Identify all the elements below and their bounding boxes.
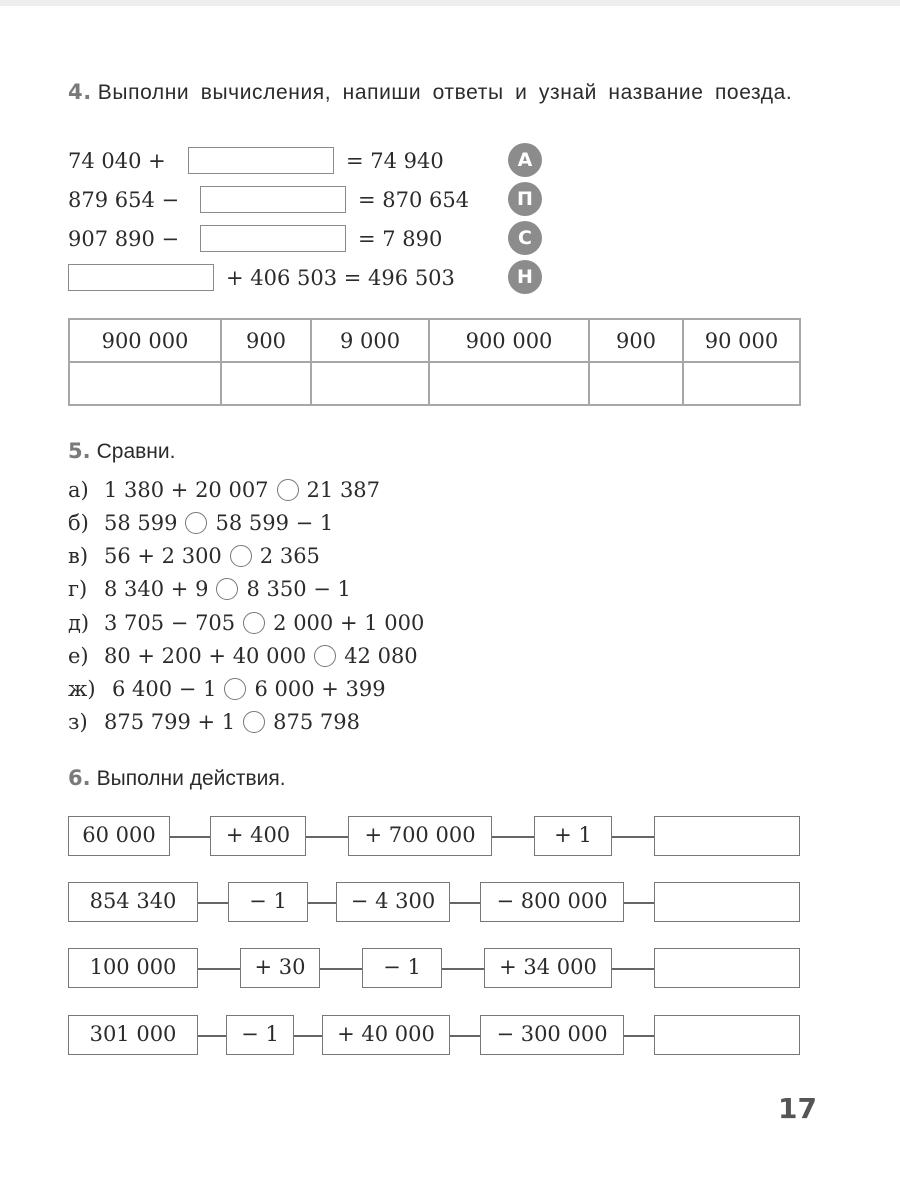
- equation-right: = 870 654: [358, 188, 470, 212]
- operation-box: − 1: [228, 882, 308, 922]
- compare-right: 21 387: [306, 478, 381, 502]
- compare-item: [68, 608, 424, 638]
- equation-right: = 7 890: [358, 227, 443, 251]
- letter-badge-p: П: [508, 182, 542, 216]
- compare-right: 875 798: [273, 710, 360, 734]
- equation-left: 907 890 −: [68, 227, 180, 251]
- connector: [442, 968, 484, 970]
- letter-badge-n: Н: [508, 260, 542, 294]
- item-label: в): [68, 544, 89, 568]
- compare-circle[interactable]: [216, 578, 238, 600]
- answer-table-letters-row: [69, 362, 800, 405]
- compare-left: 875 799 + 1: [104, 710, 236, 734]
- connector: [450, 1035, 480, 1037]
- start-value-box: 301 000: [68, 1015, 198, 1055]
- task-5-title: [68, 438, 175, 465]
- compare-item: [68, 508, 333, 538]
- connector: [492, 836, 534, 838]
- compare-circle[interactable]: [243, 612, 265, 634]
- operation-box: + 30: [240, 948, 320, 988]
- compare-left: 8 340 + 9: [104, 577, 209, 601]
- compare-circle[interactable]: [243, 711, 265, 733]
- compare-item: [68, 641, 418, 671]
- operation-chain-3: [0, 948, 900, 988]
- connector: [612, 968, 654, 970]
- operation-box: + 40 000: [322, 1015, 450, 1055]
- item-label: з): [68, 710, 88, 734]
- equation-left: 879 654 −: [68, 188, 180, 212]
- connector: [198, 968, 240, 970]
- table-cell: 900: [221, 319, 311, 362]
- operation-chain-4: [0, 1015, 900, 1055]
- connector: [450, 902, 480, 904]
- connector: [320, 968, 362, 970]
- operation-box: − 300 000: [480, 1015, 624, 1055]
- connector: [612, 836, 654, 838]
- letter-cell[interactable]: [311, 362, 429, 405]
- compare-item: [68, 475, 380, 505]
- operation-box: − 1: [226, 1015, 294, 1055]
- result-box[interactable]: [654, 816, 800, 856]
- result-box[interactable]: [654, 948, 800, 988]
- compare-left: 58 599: [104, 511, 178, 535]
- item-label: ж): [68, 677, 96, 701]
- item-label: б): [68, 511, 89, 535]
- operation-box: + 1: [534, 816, 612, 856]
- answer-box[interactable]: [68, 264, 214, 291]
- letter-cell[interactable]: [69, 362, 221, 405]
- item-label: г): [68, 577, 88, 601]
- operation-box: + 700 000: [348, 816, 492, 856]
- compare-circle[interactable]: [224, 678, 246, 700]
- compare-right: 2 000 + 1 000: [273, 611, 425, 635]
- compare-right: 8 350 − 1: [246, 577, 351, 601]
- table-cell: 900 000: [69, 319, 221, 362]
- table-cell: 900 000: [429, 319, 589, 362]
- compare-left: 56 + 2 300: [104, 544, 222, 568]
- compare-item: [68, 574, 351, 604]
- compare-item: [68, 541, 320, 571]
- answer-table-header: [69, 319, 800, 362]
- operation-box: − 4 300: [336, 882, 450, 922]
- equation-right: = 74 940: [346, 149, 444, 173]
- equation-right: + 406 503 = 496 503: [226, 266, 455, 290]
- letter-badge-a: А: [508, 143, 542, 177]
- answer-table: [68, 318, 801, 406]
- compare-right: 58 599 − 1: [215, 511, 334, 535]
- operation-box: + 400: [210, 816, 306, 856]
- operation-box: − 1: [362, 948, 442, 988]
- connector: [198, 902, 228, 904]
- compare-left: 3 705 − 705: [104, 611, 236, 635]
- page-number: 17: [778, 1092, 817, 1125]
- start-value-box: 60 000: [68, 816, 170, 856]
- compare-right: 42 080: [344, 644, 418, 668]
- task-6-text: Выполни действия.: [96, 767, 286, 790]
- compare-right: 6 000 + 399: [254, 677, 386, 701]
- connector: [308, 902, 336, 904]
- page-top-edge: [0, 0, 900, 6]
- item-label: а): [68, 478, 89, 502]
- letter-cell[interactable]: [683, 362, 800, 405]
- operation-chain-1: [0, 816, 900, 856]
- task-6-number: 6.: [68, 766, 91, 790]
- answer-box[interactable]: [188, 147, 334, 174]
- letter-cell[interactable]: [221, 362, 311, 405]
- connector: [170, 836, 210, 838]
- compare-item: [68, 674, 386, 704]
- connector: [306, 836, 348, 838]
- connector: [624, 902, 654, 904]
- result-box[interactable]: [654, 882, 800, 922]
- compare-left: 80 + 200 + 40 000: [104, 644, 307, 668]
- task-4-text: Выполни вычисления, напиши ответы и узнай название поезда.: [97, 81, 793, 104]
- connector: [294, 1035, 322, 1037]
- task-4-title: [68, 79, 803, 106]
- result-box[interactable]: [654, 1015, 800, 1055]
- connector: [624, 1035, 654, 1037]
- operation-chain-2: [0, 882, 900, 922]
- compare-item: [68, 707, 360, 737]
- task-5-text: Сравни.: [96, 440, 176, 463]
- letter-cell[interactable]: [589, 362, 683, 405]
- answer-box[interactable]: [200, 225, 346, 252]
- compare-left: 1 380 + 20 007: [104, 478, 269, 502]
- connector: [198, 1035, 226, 1037]
- compare-circle[interactable]: [230, 545, 252, 567]
- table-cell: 9 000: [311, 319, 429, 362]
- answer-box[interactable]: [200, 186, 346, 213]
- letter-badge-s: С: [508, 221, 542, 255]
- table-cell: 90 000: [683, 319, 800, 362]
- item-label: е): [68, 644, 89, 668]
- task-4-number: 4.: [68, 80, 92, 104]
- operation-box: + 34 000: [484, 948, 612, 988]
- operation-box: − 800 000: [480, 882, 624, 922]
- letter-cell[interactable]: [429, 362, 589, 405]
- start-value-box: 854 340: [68, 882, 198, 922]
- task-6-title: [68, 765, 286, 792]
- compare-circle[interactable]: [277, 479, 299, 501]
- table-cell: 900: [589, 319, 683, 362]
- start-value-box: 100 000: [68, 948, 198, 988]
- task-5-number: 5.: [68, 439, 91, 463]
- compare-right: 2 365: [259, 544, 320, 568]
- equation-left: 74 040 +: [68, 149, 166, 173]
- item-label: д): [68, 611, 90, 635]
- compare-left: 6 400 − 1: [112, 677, 217, 701]
- compare-circle[interactable]: [185, 512, 207, 534]
- compare-circle[interactable]: [314, 645, 336, 667]
